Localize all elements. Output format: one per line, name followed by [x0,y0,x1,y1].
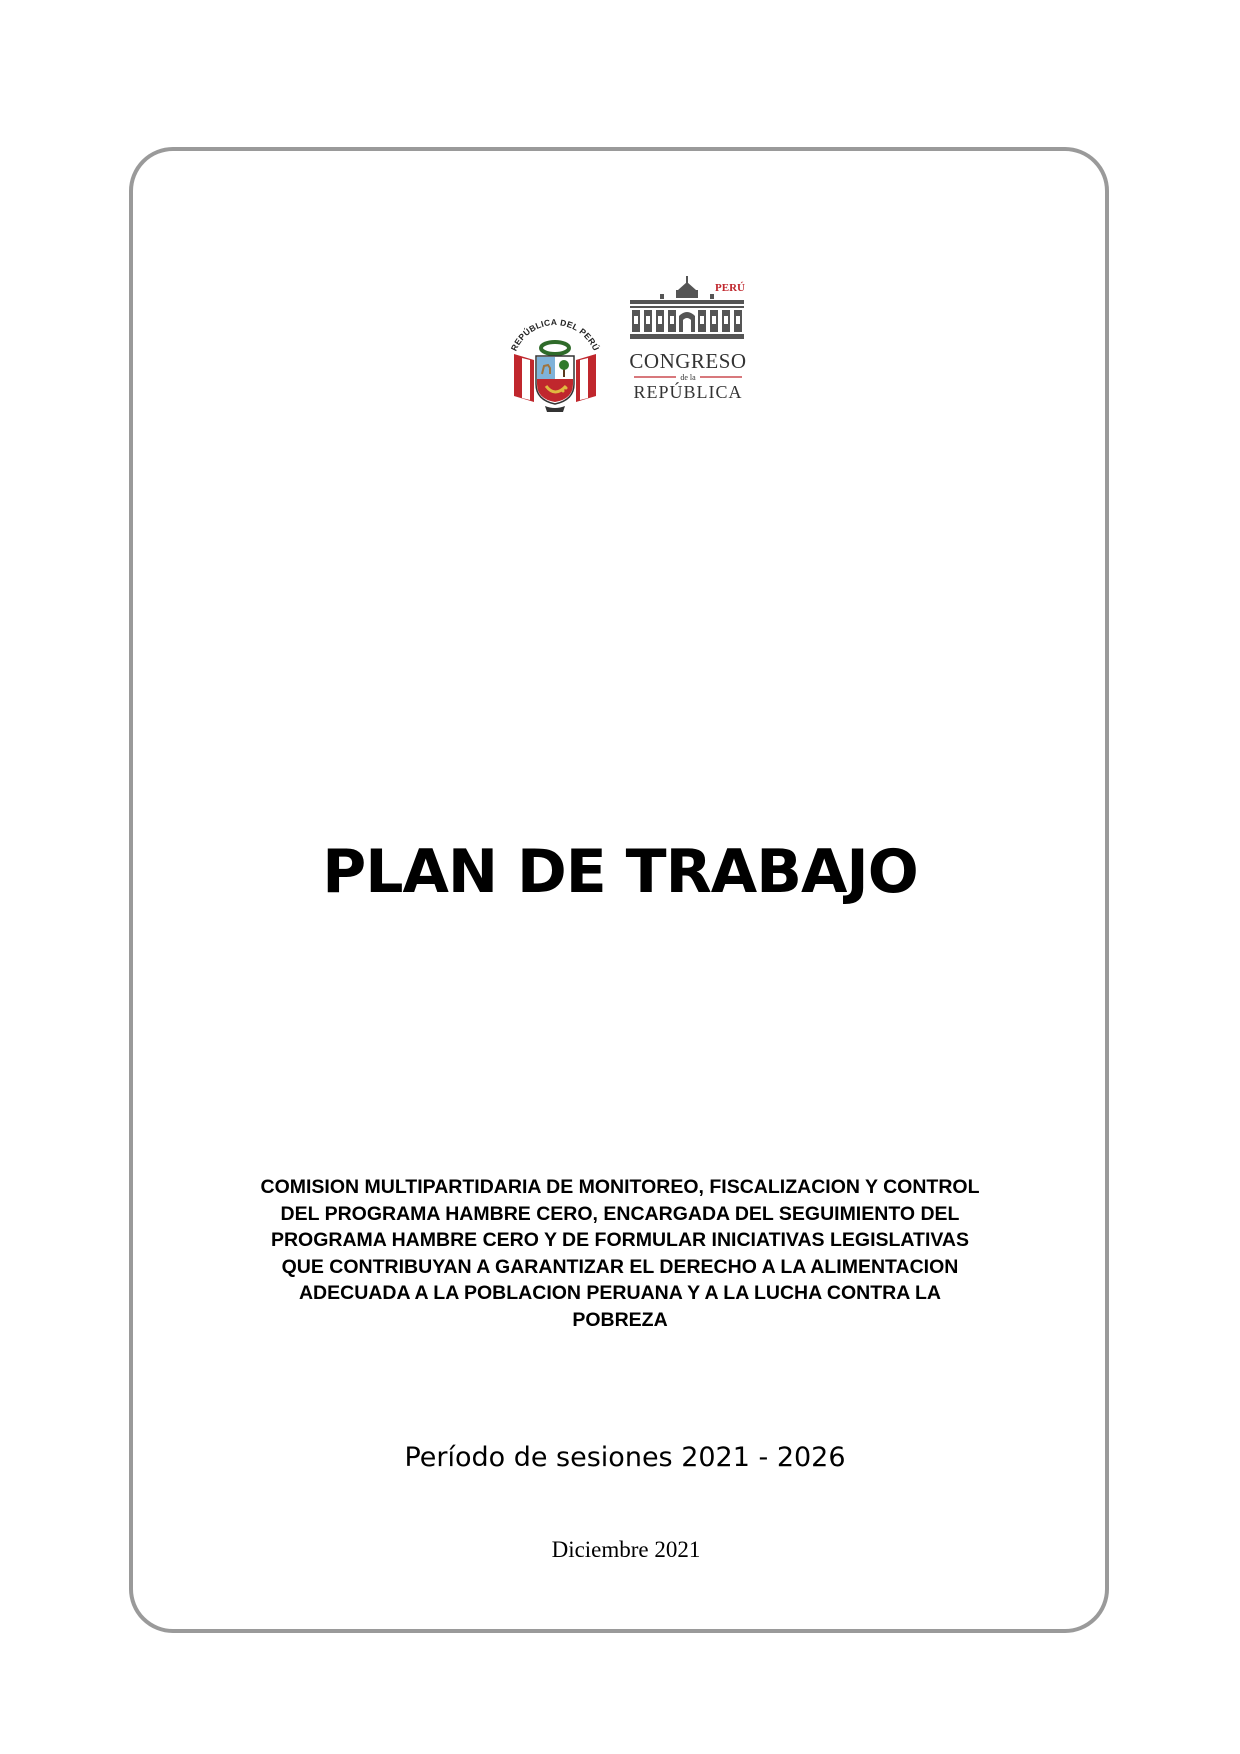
congress-logo [626,276,760,416]
congress-line1: CONGRESO [629,349,747,373]
coat-of-arms-logo [500,310,610,414]
document-date: Diciembre 2021 [551,1537,701,1562]
document-title: PLAN DE TRABAJO [322,837,918,907]
congress-line2: de la [680,373,696,382]
session-period: Período de sesiones 2021 - 2026 [404,1442,846,1473]
commission-name: COMISION MULTIPARTIDARIA DE MONITOREO, FISCALIZACION Y CONTROL DEL PROGRAMA HAMBRE CERO, ENCARGADA DEL SEGUIMIENTO DEL PROGRAMA HAMBRE CERO Y DE FORMULAR INICIATIVAS LEGISLATIVAS QUE CONTRIBUYAN A GARANTIZAR EL DERECHO A LA ALIMENTACION ADECUADA A LA POBLACION PERUANA Y A LA LUCHA CONTRA LA POBREZA [260,1176,980,1331]
congress-line3: REPÚBLICA [633,382,743,402]
svg-text:REPÚBLICA DEL PERÚ: REPÚBLICA DEL PERÚ [508,317,602,353]
congress-country-label: PERÚ [715,282,745,294]
header-logos [500,276,760,416]
